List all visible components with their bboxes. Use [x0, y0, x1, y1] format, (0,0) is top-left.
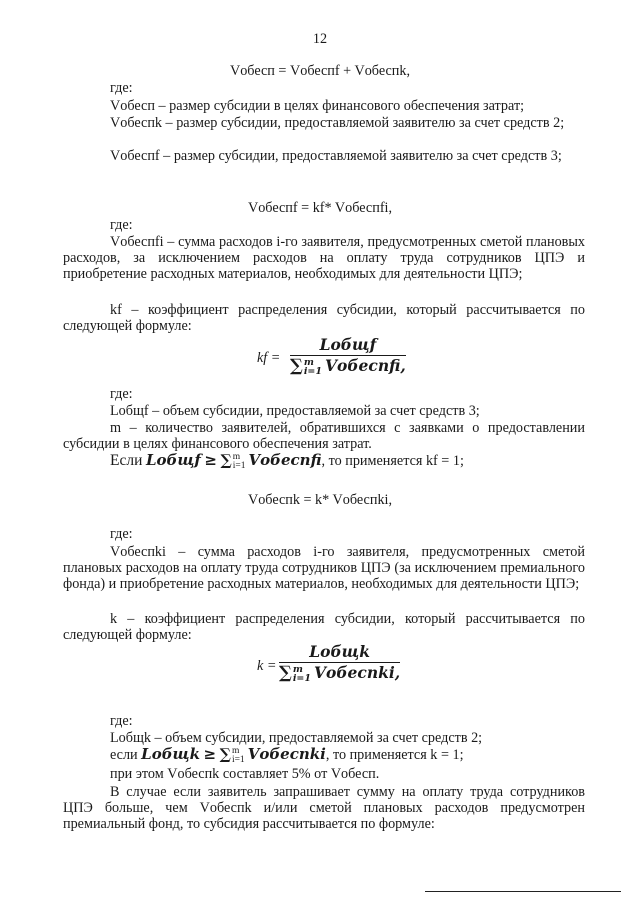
where-label: где:: [110, 80, 133, 96]
sum-upper-limit: m: [232, 451, 241, 462]
footer-rule: [425, 891, 621, 892]
definition-v-obesp-f: Vобеспf – размер субсидии, предоставляемой заявителю за счет средств 3;: [110, 148, 562, 164]
sigma-symbol: ∑: [219, 745, 231, 763]
fraction-k: [279, 642, 400, 683]
definition-k: k – коэффициент распределения субсидии, который рассчитывается по следующей формуле:: [63, 611, 585, 643]
sigma-symbol: ∑: [279, 663, 292, 683]
sum-lower-limit: i=1: [232, 460, 246, 471]
condition-operator: ≥: [204, 451, 217, 469]
condition-suffix: , то применяется kf = 1;: [321, 453, 464, 469]
condition-rhs: Vобеспfi: [248, 451, 322, 469]
formula-k: [257, 642, 457, 690]
definition-l-obsch-f: Lобщf – объем субсидии, предоставляемой за счет средств 3;: [110, 403, 480, 419]
formula-v-obesp-k: Vобеспk = k* Vобеспki,: [247, 492, 393, 508]
where-label: где:: [110, 217, 133, 233]
condition-lhs: Lобщf: [145, 451, 201, 469]
sum-upper-limit: m: [292, 664, 303, 675]
fraction-k-numerator: Lобщk: [309, 642, 370, 661]
sigma-symbol: ∑: [220, 451, 232, 469]
condition-lhs: Lобщk: [141, 745, 200, 763]
sigma-symbol: ∑: [290, 356, 303, 376]
condition-rhs: Vобеспki: [247, 745, 326, 763]
condition-suffix: , то применяется k = 1;: [325, 747, 464, 763]
definition-v-obesp-fi: Vобеспfi – сумма расходов i-го заявителя, предусмотренных сметой плановых расходов, за исключением расходов на оплату труда сотрудников ЦПЭ и приобретение расходных материалов, необходимых для деятельности ЦПЭ;: [63, 234, 585, 282]
definition-v-obesp: Vобесп – размер субсидии в целях финансового обеспечения затрат;: [110, 98, 525, 114]
paragraph-bonus-fund: В случае если заявитель запрашивает сумму на оплату труда сотрудников ЦПЭ больше, чем Vобеспk и/или сметой плановых расходов предусмотрен премиальный фонд, то субсидия рассчитывается по формуле:: [63, 784, 585, 832]
formula-k-lhs: k =: [257, 658, 277, 674]
definition-kf: kf – коэффициент распределения субсидии, который рассчитывается по следующей формуле:: [63, 302, 585, 334]
formula-tail: ,: [394, 663, 401, 682]
formula-kf-lhs: kf =: [257, 350, 281, 366]
fraction-kf-denominator: [290, 356, 406, 376]
page-number: 12: [312, 31, 328, 47]
sum-term: Vобеспfi: [325, 356, 401, 375]
condition-operator: ≥: [203, 745, 217, 763]
sum-lower-limit: i=1: [292, 673, 311, 684]
formula-total-subsidy: Vобесп = Vобеспf + Vобеспk,: [229, 63, 411, 79]
condition-k: [110, 746, 464, 765]
formula-kf: [257, 335, 457, 383]
condition-prefix: Если: [110, 452, 143, 469]
sum-upper-limit: m: [303, 357, 314, 368]
definition-v-obesp-k: Vобеспk – размер субсидии, предоставляемой заявителю за счет средств 2;: [110, 115, 565, 131]
formula-v-obesp-f: Vобеспf = kf* Vобеспfi,: [247, 200, 393, 216]
fraction-kf-numerator: Lобщf: [319, 335, 377, 354]
note-v-obesp-k: при этом Vобеспk составляет 5% от Vобесп.: [110, 766, 380, 782]
fraction-kf: [290, 335, 406, 376]
where-label: где:: [110, 526, 133, 542]
definition-l-obsch-k: Lобщk – объем субсидии, предоставляемой за счет средств 2;: [110, 730, 483, 746]
fraction-k-denominator: [279, 663, 400, 683]
sum-upper-limit: m: [231, 745, 240, 756]
where-label: где:: [110, 386, 133, 402]
condition-prefix: если: [110, 747, 138, 763]
formula-tail: ,: [400, 356, 406, 375]
where-label: где:: [110, 713, 133, 729]
sum-term: Vобеспki: [314, 663, 395, 682]
definition-m: m – количество заявителей, обратившихся с заявками о предоставлении субсидии в целях финансового обеспечения затрат.: [63, 420, 585, 452]
sum-lower-limit: i=1: [231, 754, 245, 765]
condition-kf: [110, 452, 464, 471]
sum-lower-limit: i=1: [303, 366, 322, 377]
definition-v-obesp-ki: Vобеспki – сумма расходов i-го заявителя, предусмотренных сметой плановых расходов на оплату труда сотрудников ЦПЭ (за исключением премиального фонда) и приобретение расходных материалов, необходимых для деятельности ЦПЭ;: [63, 544, 585, 592]
